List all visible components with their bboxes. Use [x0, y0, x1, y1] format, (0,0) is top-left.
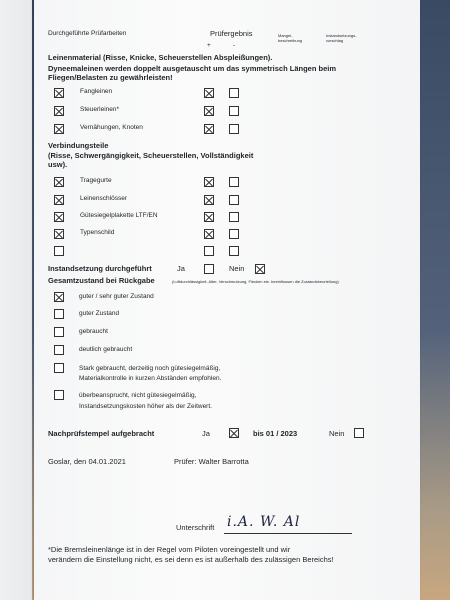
connectors-row-3-plus[interactable] — [204, 229, 214, 239]
connectors-row-3-label: Typenschild — [80, 229, 115, 236]
connectors-row-4-plus[interactable] — [204, 246, 214, 256]
repair-label: Instandsetzung durchgeführt — [48, 264, 152, 273]
inspector: Prüfer: Walter Barrotta — [174, 457, 249, 466]
lines-row-0-minus[interactable] — [229, 88, 239, 98]
signature-line — [224, 533, 352, 534]
condition-option-0-label: guter / sehr guter Zustand — [79, 293, 154, 300]
condition-note: (Luftdurchlässigkeit, Alter, Verschmutzung, Flecken etc. beeinflussen die Zustandsbeurteilung) — [172, 279, 339, 284]
lines-row-1-check[interactable] — [54, 106, 64, 116]
connectors-row-1-plus[interactable] — [204, 195, 214, 205]
connectors-row-0-label: Tragegurte — [80, 177, 112, 184]
condition-option-1-check[interactable] — [54, 309, 64, 319]
header-repair-col: Instandsetzungs- vorschlag — [326, 33, 357, 43]
condition-option-5-check[interactable] — [54, 390, 64, 400]
lines-row-0-check[interactable] — [54, 88, 64, 98]
connectors-row-0-minus[interactable] — [229, 177, 239, 187]
previous-page-edge — [0, 0, 32, 600]
connectors-row-0-check[interactable] — [54, 177, 64, 187]
condition-option-5-label-line2: Instandsetzungskosten höher als der Zeitwert. — [79, 403, 212, 410]
lines-row-2-check[interactable] — [54, 124, 64, 134]
connectors-row-0-plus[interactable] — [204, 177, 214, 187]
connectors-row-3-minus[interactable] — [229, 229, 239, 239]
signature: i.A. W. Al — [227, 514, 301, 530]
stamp-until: bis 01 / 2023 — [253, 429, 298, 438]
connectors-subheading: (Risse, Schwergängigkeit, Scheuerstellen, Vollständigkeit usw). — [48, 151, 254, 169]
condition-option-4-check[interactable] — [54, 363, 64, 373]
connectors-row-2-minus[interactable] — [229, 212, 239, 222]
connectors-row-4-minus[interactable] — [229, 246, 239, 256]
header-result-title: Prüfergebnis — [210, 29, 253, 38]
lines-row-2-minus[interactable] — [229, 124, 239, 134]
condition-option-2-label: gebraucht — [79, 328, 108, 335]
lines-row-0-label: Fangleinen — [80, 88, 113, 95]
repair-yes-check[interactable] — [204, 264, 214, 274]
connectors-row-1-minus[interactable] — [229, 195, 239, 205]
lines-heading: Leinenmaterial (Risse, Knicke, Scheuerstellen Abspleißungen). — [48, 53, 273, 62]
footnote-line1: *Die Bremsleinenlänge ist in der Regel vom Piloten voreingestellt und wir — [48, 545, 291, 554]
connectors-row-2-label: Gütesiegelplakette LTF/EN — [80, 212, 158, 219]
connectors-row-1-check[interactable] — [54, 195, 64, 205]
signature-label: Unterschrift — [176, 523, 215, 532]
lines-row-1-label: Steuerleinen* — [80, 106, 120, 113]
repair-yes-label: Ja — [177, 264, 185, 273]
stamp-no-label: Nein — [329, 429, 345, 438]
connectors-row-3-check[interactable] — [54, 229, 64, 239]
stamp-yes-label: Ja — [202, 429, 210, 438]
repair-no-label: Nein — [229, 264, 245, 273]
lines-row-1-minus[interactable] — [229, 106, 239, 116]
repair-no-check[interactable] — [255, 264, 265, 274]
connectors-row-2-check[interactable] — [54, 212, 64, 222]
connectors-heading: Verbindungsteile — [48, 141, 109, 150]
stamp-label: Nachprüfstempel aufgebracht — [48, 429, 155, 438]
connectors-row-2-plus[interactable] — [204, 212, 214, 222]
condition-option-3-check[interactable] — [54, 345, 64, 355]
lines-row-1-plus[interactable] — [204, 106, 214, 116]
condition-option-1-label: guter Zustand — [79, 310, 120, 317]
condition-option-4-label: Stark gebraucht, derzeitig noch gütesiegelmäßig, — [79, 365, 221, 372]
place-date: Goslar, den 04.01.2021 — [48, 457, 126, 466]
lines-row-2-plus[interactable] — [204, 124, 214, 134]
header-defect-col: Mangel- beschreibung — [278, 33, 303, 43]
lines-note: Dyneemaleinen werden doppelt ausgetauscht um das symmetrisch Längen beim Fliegen/Belasten zu gewährleisten! — [48, 64, 336, 83]
footnote-line2: verändern die Einstellung nicht, es sei denn es ist außerhalb des zulässigen Bereichs! — [48, 555, 334, 564]
connectors-row-1-label: Leinenschlösser — [80, 195, 127, 202]
condition-option-0-check[interactable] — [54, 292, 64, 302]
stamp-no-check[interactable] — [354, 428, 364, 438]
condition-option-3-label: deutlich gebraucht — [79, 346, 133, 353]
condition-option-5-label: überbeansprucht, nicht gütesiegelmäßig, — [79, 392, 197, 399]
lines-row-2-label: Vernähungen, Knoten — [80, 124, 143, 131]
header-col-title: Durchgeführte Prüfarbeiten — [48, 30, 127, 37]
condition-label: Gesamtzustand bei Rückgabe — [48, 276, 155, 285]
connectors-row-4-check[interactable] — [54, 246, 64, 256]
stamp-yes-check[interactable] — [229, 428, 239, 438]
header-plus: + — [207, 42, 211, 49]
header-minus: - — [233, 42, 236, 49]
condition-option-2-check[interactable] — [54, 327, 64, 337]
inspection-form-page — [34, 0, 420, 600]
condition-option-4-label-line2: Materialkontrolle in kurzen Abständen empfohlen. — [79, 375, 222, 382]
lines-row-0-plus[interactable] — [204, 88, 214, 98]
